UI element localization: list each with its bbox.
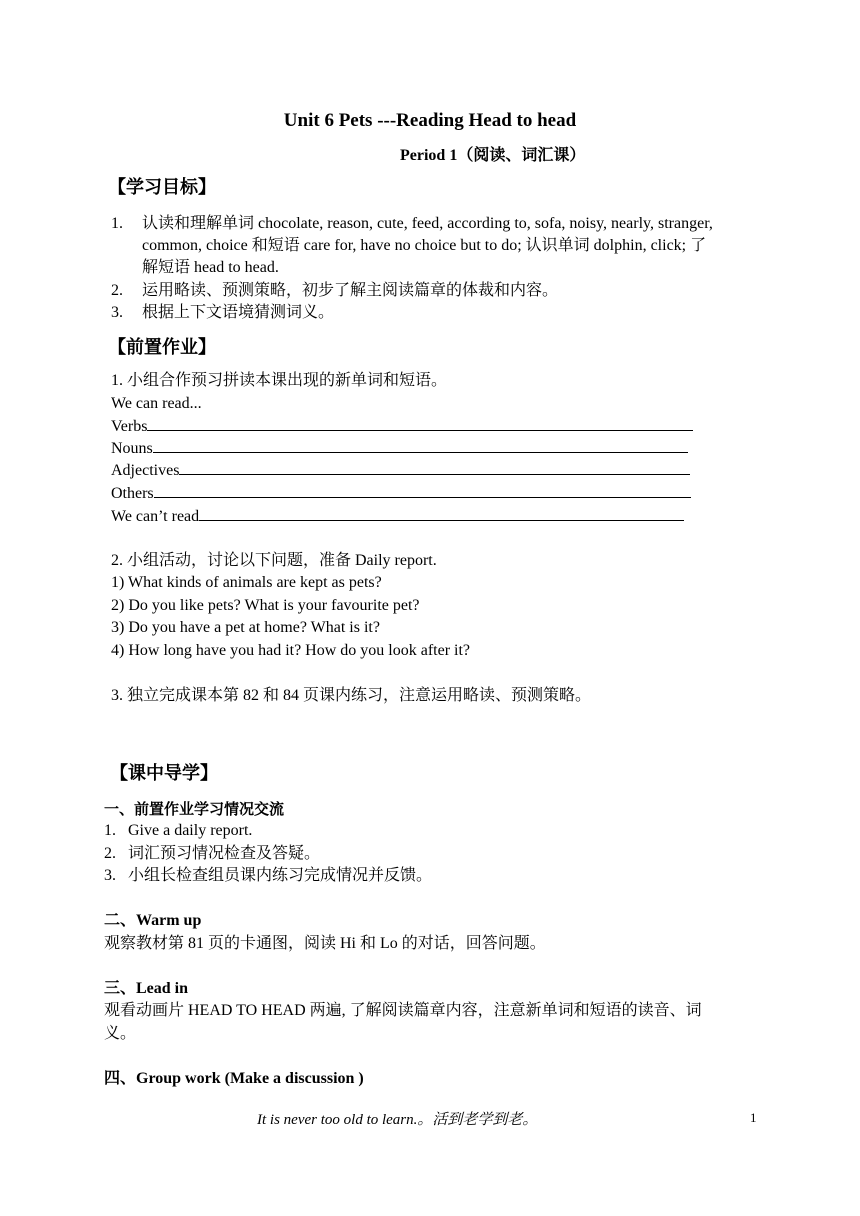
question-item: 2) Do you like pets? What is your favourite pet? — [111, 597, 420, 614]
part2-heading: 二、Warm up — [104, 912, 202, 929]
objective-number: 3. — [111, 304, 123, 321]
part3-line: 义。 — [104, 1025, 137, 1042]
footer-motto: It is never too old to learn.。活到老学到老。 — [257, 1112, 538, 1128]
page-title: Unit 6 Pets ---Reading Head to head — [283, 110, 577, 131]
can-read-label: We can read... — [111, 395, 202, 412]
cant-read-label: We can’t read — [111, 508, 200, 525]
adjectives-label: Adjectives — [111, 462, 180, 479]
preview-heading: 【前置作业】 — [108, 337, 216, 358]
cant-read-row — [111, 505, 684, 528]
objective-number: 2. — [111, 282, 123, 299]
objective-line: 运用略读、预测策略，初步了解主阅读篇章的体裁和内容。 — [142, 282, 559, 299]
objective-line: 根据上下文语境猜测词义。 — [142, 304, 335, 321]
part1-number: 2. — [104, 845, 116, 862]
nouns-blank[interactable] — [153, 437, 688, 453]
preview-task-3: 3. 独立完成课本第 82 和 84 页课内练习，注意运用略读、预测策略。 — [111, 687, 592, 704]
part1-number: 3. — [104, 867, 116, 884]
objective-line: 认读和理解单词 chocolate, reason, cute, feed, according to, sofa, noisy, nearly, stranger, — [142, 215, 713, 232]
others-label: Others — [111, 485, 154, 502]
part3-heading: 三、Lead in — [104, 980, 189, 997]
objective-line: 解短语 head to head. — [142, 259, 279, 276]
part1-number: 1. — [104, 822, 116, 839]
part4-heading: 四、Group work (Make a discussion ) — [104, 1070, 364, 1087]
cant-read-blank[interactable] — [199, 505, 684, 521]
part1-item: 小组长检查组员课内练习完成情况并反馈。 — [128, 867, 433, 884]
adjectives-blank[interactable] — [179, 459, 690, 475]
verbs-label: Verbs — [111, 418, 148, 435]
period-subtitle: Period 1（阅读、词汇课） — [400, 147, 586, 164]
part1-item: Give a daily report. — [128, 822, 253, 839]
others-blank[interactable] — [154, 482, 691, 498]
objectives-heading: 【学习目标】 — [108, 177, 216, 198]
objective-line: common, choice 和短语 care for, have no choice but to do; 认识单词 dolphin, click; 了 — [142, 237, 707, 254]
preview-task-2: 2. 小组活动，讨论以下问题，准备 Daily report. — [111, 552, 437, 569]
nouns-label: Nouns — [111, 440, 153, 457]
part1-item: 词汇预习情况检查及答疑。 — [128, 845, 321, 862]
adjectives-row — [111, 459, 690, 482]
preview-task-1: 1. 小组合作预习拼读本课出现的新单词和短语。 — [111, 372, 448, 389]
verbs-blank[interactable] — [147, 415, 693, 431]
page-number: 1 — [750, 1110, 757, 1125]
question-item: 1) What kinds of animals are kept as pets? — [111, 574, 382, 591]
part3-line: 观看动画片 HEAD TO HEAD 两遍, 了解阅读篇章内容，注意新单词和短语的读音、词 — [104, 1002, 702, 1019]
part2-text: 观察教材第 81 页的卡通图，阅读 Hi 和 Lo 的对话，回答问题。 — [104, 935, 546, 952]
others-row — [111, 482, 691, 505]
question-item: 4) How long have you had it? How do you look after it? — [111, 642, 471, 659]
objective-number: 1. — [111, 215, 123, 232]
question-item: 3) Do you have a pet at home? What is it? — [111, 619, 380, 636]
inclass-heading: 【课中导学】 — [110, 763, 218, 784]
part1-heading: 一、前置作业学习情况交流 — [104, 800, 285, 818]
verbs-row — [111, 415, 693, 438]
nouns-row — [111, 437, 688, 460]
